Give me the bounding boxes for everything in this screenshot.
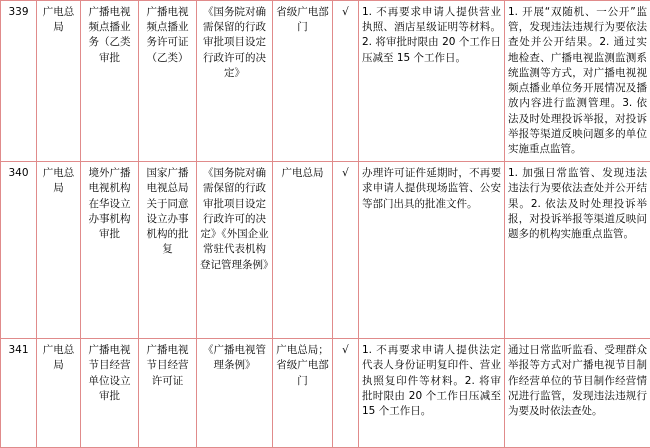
row-item: 广播电视频点播业务（乙类审批 <box>81 1 139 162</box>
row-authority: 省级广电部门 <box>273 1 333 162</box>
row-department: 广电总局 <box>37 339 81 448</box>
row-number: 340 <box>1 162 37 339</box>
row-certificate-name: 国家广播电视总局关于同意设立办事机构的批复 <box>139 162 197 339</box>
row-certificate-name: 广播电视频点播业务许可证（乙类） <box>139 1 197 162</box>
row-certificate-name: 广播电视节目经营许可证 <box>139 339 197 448</box>
row-checkmark: √ <box>333 339 359 448</box>
row-department: 广电总局 <box>37 162 81 339</box>
table-row <box>1 162 650 339</box>
row-number: 339 <box>1 1 37 162</box>
row-reform-measures: 1. 不再要求申请人提供营业执照、酒店星级证明等材料。2. 将审批时限由 20 个工作日压减至 15 个工作日。 <box>359 1 505 162</box>
row-number: 341 <box>1 339 37 448</box>
row-item: 境外广播电视机构在华设立办事机构审批 <box>81 162 139 339</box>
row-item: 广播电视节目经营单位设立审批 <box>81 339 139 448</box>
row-reform-measures: 办理许可证件延期时，不再要求申请人提供现场监管、公安等部门出具的批准文件。 <box>359 162 505 339</box>
row-legal-basis: 《广播电视管理条例》 <box>197 339 273 448</box>
row-checkmark: √ <box>333 1 359 162</box>
table-row <box>1 339 650 448</box>
row-department: 广电总局 <box>37 1 81 162</box>
row-legal-basis: 《国务院对确需保留的行政审批项目设定行政许可的决定》 <box>197 1 273 162</box>
row-supervision-measures: 1. 加强日常监管、发现违法违法行为要依法查处并公开结果。2. 依法及时处理投诉举报，对投诉举报等渠道反映问题多的机构实施重点监管。 <box>505 162 650 339</box>
row-authority: 广电总局 <box>273 162 333 339</box>
row-checkmark: √ <box>333 162 359 339</box>
row-authority: 广电总局；省级广电部门 <box>273 339 333 448</box>
row-reform-measures: 1. 不再要求申请人提供法定代表人身份证明复印件、营业执照复印件等材料。2. 将审批时限由 20 个工作日压减至 15 个工作日。 <box>359 339 505 448</box>
row-legal-basis: 《国务院对确需保留的行政审批项目设定行政许可的决定》《外国企业常驻代表机构登记管理条例》 <box>197 162 273 339</box>
row-supervision-measures: 通过日常监听监看、受理群众举报等方式对广播电视节目制作经营单位的节目制作经营情况进行监管，发现违法违规行为要及时依法查处。 <box>505 339 650 448</box>
row-supervision-measures: 1. 开展“双随机、一公开”监管，发现违法违规行为要依法查处并公开结果。2. 通过实地检查、广播电视监测监测系统监测等方式，对广播电视视频点播业单位务开展情况及播放内容进行监测管理。3. 依法及时处理投诉举报，对投诉举报等渠道反映问题多的单位实施重点监管。 <box>505 1 650 162</box>
table-row <box>1 1 650 162</box>
